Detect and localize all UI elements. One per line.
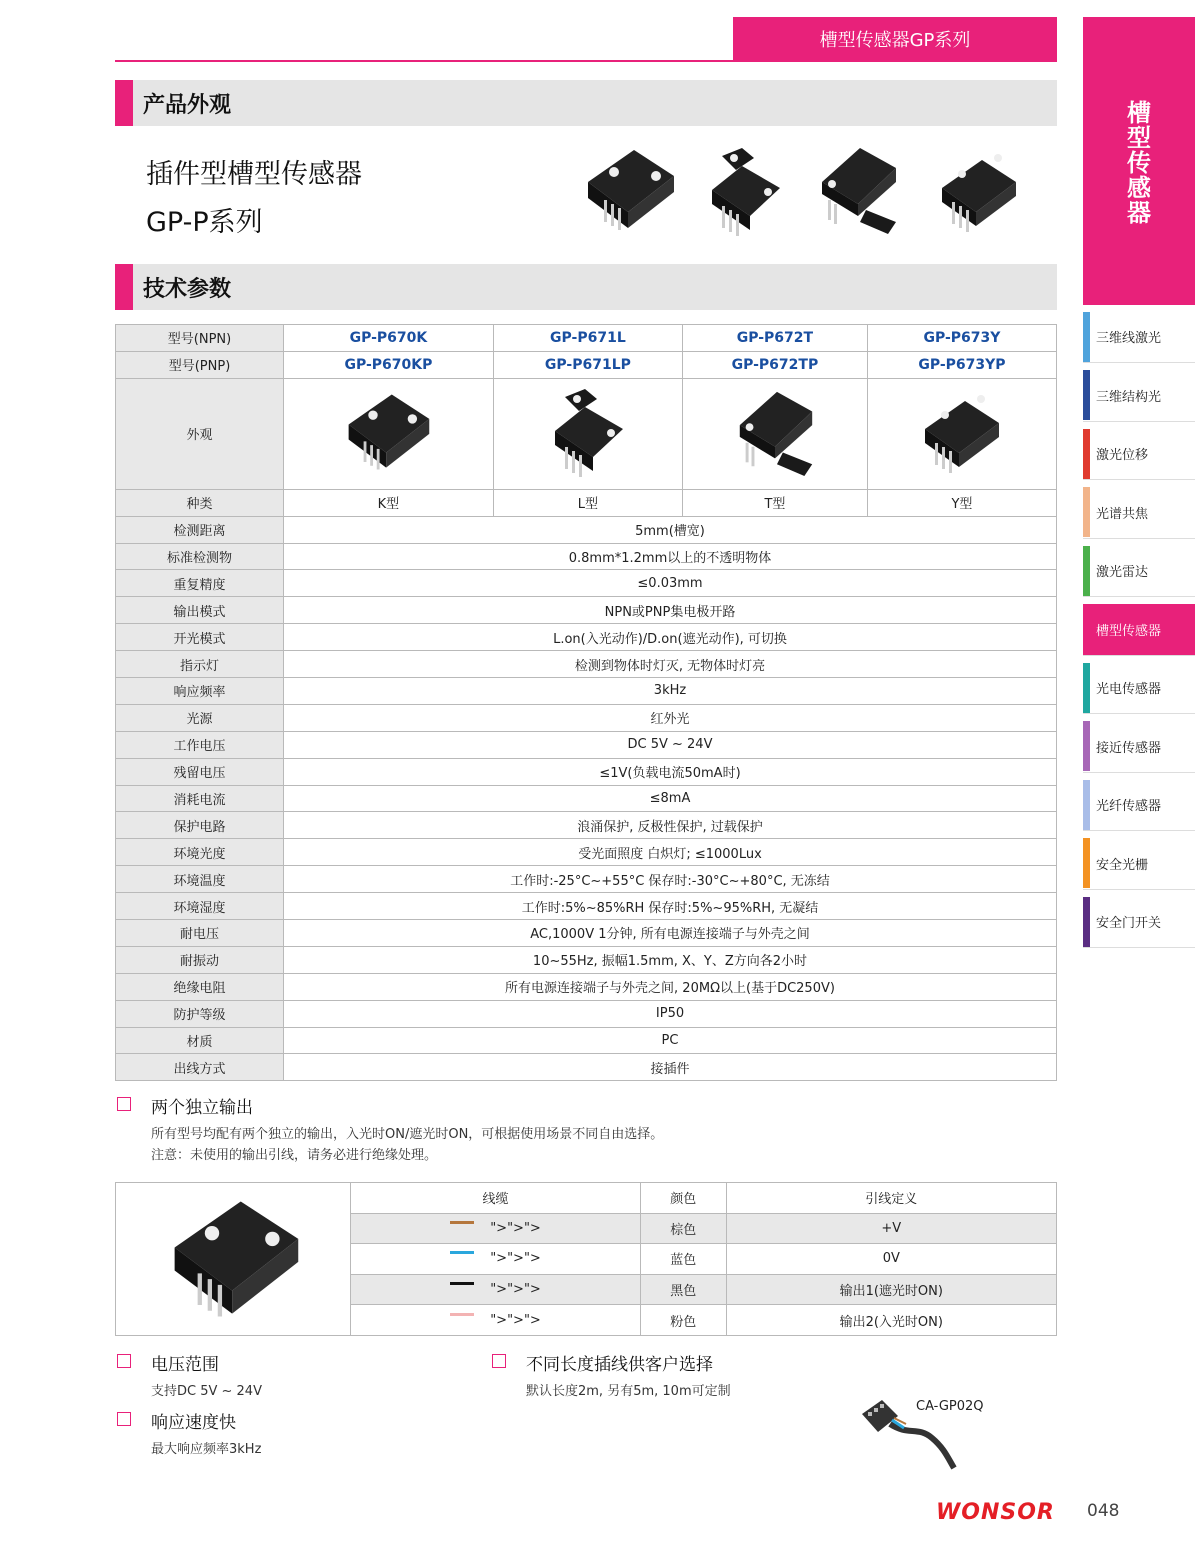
wire-definition: 输出1(遮光时ON) — [726, 1274, 1056, 1305]
sensor-wiring-photo — [160, 1190, 310, 1328]
spec-row — [116, 543, 1057, 570]
type-value: Y型 — [867, 489, 1056, 516]
spec-value: NPN或PNP集电极开路 — [284, 597, 1057, 624]
spec-label: 环境温度 — [116, 866, 284, 893]
sidebar-item[interactable] — [1083, 370, 1195, 422]
spec-label: 保护电路 — [116, 812, 284, 839]
pnp-row — [116, 351, 1057, 378]
sidebar-item-label: 光谱共焦 — [1096, 506, 1149, 522]
model-pnp: GP-P670KP — [284, 351, 494, 378]
spec-label: 防护等级 — [116, 1000, 284, 1027]
sensor-y-icon — [917, 387, 1007, 477]
sidebar-color-strip — [1083, 312, 1090, 362]
spec-value: AC,1000V 1分钟, 所有电源连接端子与外壳之间 — [284, 920, 1057, 947]
sidebar-item-label: 槽型传感器 — [1096, 623, 1162, 639]
wiring-header: 引线定义 — [726, 1183, 1056, 1214]
feature-text: 支持DC 5V ~ 24V — [151, 1384, 262, 1399]
spec-value: 3kHz — [284, 678, 1057, 705]
spec-value: ≤8mA — [284, 785, 1057, 812]
sidebar-color-strip — [1083, 838, 1090, 888]
spec-label: 光源 — [116, 704, 284, 731]
wiring-table — [350, 1182, 1057, 1336]
sidebar-item[interactable] — [1083, 896, 1195, 948]
brand-logo: WONSOR — [936, 1500, 1055, 1525]
spec-label: 标准检测物 — [116, 543, 284, 570]
spec-row — [116, 1000, 1057, 1027]
spec-row — [116, 624, 1057, 651]
sidebar-item-label: 三维结构光 — [1096, 389, 1162, 405]
sensor-l-image — [493, 378, 682, 489]
spec-row — [116, 597, 1057, 624]
model-npn: GP-P673Y — [867, 325, 1056, 352]
spec-label: 出线方式 — [116, 1054, 284, 1081]
spec-row — [116, 785, 1057, 812]
spec-label: 耐振动 — [116, 946, 284, 973]
wire-color: 蓝色 — [641, 1244, 727, 1275]
spec-value: PC — [284, 1027, 1057, 1054]
feature-checkbox-icon — [117, 1412, 131, 1426]
sensor-k-icon — [338, 387, 438, 477]
sidebar-item[interactable] — [1083, 545, 1195, 597]
sidebar-item-label: 安全光栅 — [1096, 857, 1149, 873]
spec-value: 10~55Hz, 振幅1.5mm, X、Y、Z方向各2小时 — [284, 946, 1057, 973]
spec-row — [116, 758, 1057, 785]
sensor-l-photo — [702, 146, 788, 236]
row-label: 型号(NPN) — [116, 325, 284, 352]
sensor-k-photo — [582, 142, 678, 238]
wiring-header-row — [351, 1183, 1057, 1214]
cable-model-label: CA-GP02Q — [916, 1399, 984, 1414]
wire-definition: 0V — [726, 1244, 1056, 1275]
spec-label: 工作电压 — [116, 731, 284, 758]
spec-value: DC 5V ~ 24V — [284, 731, 1057, 758]
type-row — [116, 489, 1057, 516]
sidebar-item-label: 激光雷达 — [1096, 565, 1149, 580]
spec-row — [116, 678, 1057, 705]
row-label: 型号(PNP) — [116, 351, 284, 378]
spec-label: 环境湿度 — [116, 893, 284, 920]
spec-value: IP50 — [284, 1000, 1057, 1027]
sidebar-item[interactable] — [1083, 428, 1195, 480]
wire-color: 黑色 — [641, 1274, 727, 1305]
section-title: 产品外观 — [143, 92, 232, 118]
spec-row — [116, 973, 1057, 1000]
sidebar-color-strip — [1083, 546, 1090, 596]
spec-label: 开光模式 — [116, 624, 284, 651]
wiring-row — [351, 1213, 1057, 1244]
spec-label: 指示灯 — [116, 651, 284, 678]
spec-value: 红外光 — [284, 704, 1057, 731]
spec-value: 检测到物体时灯灭, 无物体时灯亮 — [284, 651, 1057, 678]
spec-row — [116, 893, 1057, 920]
feature-checkbox-icon — [117, 1354, 131, 1368]
sidebar-category-title — [1083, 17, 1195, 305]
spec-label: 耐电压 — [116, 920, 284, 947]
wiring-row — [351, 1305, 1057, 1336]
model-pnp: GP-P671LP — [493, 351, 682, 378]
sidebar-color-strip — [1083, 370, 1090, 420]
sidebar-color-strip — [1083, 604, 1090, 654]
spec-row — [116, 839, 1057, 866]
spec-value: 受光面照度 白炽灯; ≤1000Lux — [284, 839, 1057, 866]
spec-value: 工作时:5%~85%RH 保存时:5%~95%RH, 无凝结 — [284, 893, 1057, 920]
page-number: 048 — [1087, 1501, 1120, 1521]
sidebar-color-strip — [1083, 429, 1090, 479]
spec-value: 工作时:-25°C~+55°C 保存时:-30°C~+80°C, 无冻结 — [284, 866, 1057, 893]
product-series: GP-P系列 — [146, 207, 263, 238]
spec-value: 所有电源连接端子与外壳之间, 20MΩ以上(基于DC250V) — [284, 973, 1057, 1000]
appearance-section-header — [115, 80, 1057, 126]
tech-section-header — [115, 264, 1057, 310]
spec-row — [116, 704, 1057, 731]
feature-note: 注意：未使用的输出引线，请务必进行绝缘处理。 — [151, 1148, 438, 1163]
wire-color: 棕色 — [641, 1213, 727, 1244]
spec-label: 材质 — [116, 1027, 284, 1054]
cable-swatch: ">">"> — [351, 1305, 641, 1336]
spec-label: 绝缘电阻 — [116, 973, 284, 1000]
type-value: L型 — [493, 489, 682, 516]
model-npn: GP-P672T — [682, 325, 867, 352]
feature-checkbox-icon — [117, 1097, 131, 1111]
spec-label: 重复精度 — [116, 570, 284, 597]
feature-text: 默认长度2m, 另有5m, 10m可定制 — [526, 1384, 731, 1399]
spec-label: 残留电压 — [116, 758, 284, 785]
spec-row — [116, 946, 1057, 973]
row-label: 外观 — [116, 378, 284, 489]
model-pnp: GP-P673YP — [867, 351, 1056, 378]
spec-row — [116, 570, 1057, 597]
sidebar-item-label: 安全门开关 — [1096, 916, 1162, 931]
model-npn: GP-P671L — [493, 325, 682, 352]
sidebar-color-strip — [1083, 780, 1090, 830]
spec-value: 5mm(槽宽) — [284, 516, 1057, 543]
wiring-header: 线缆 — [351, 1183, 641, 1214]
sidebar-item[interactable] — [1083, 838, 1195, 890]
sidebar-item-label: 接近传感器 — [1096, 740, 1162, 756]
series-banner: 槽型传感器GP系列 — [733, 17, 1057, 61]
spec-value: 0.8mm*1.2mm以上的不透明物体 — [284, 543, 1057, 570]
sidebar-item-label: 激光位移 — [1096, 448, 1149, 463]
spec-row — [116, 866, 1057, 893]
sidebar-color-strip — [1083, 487, 1090, 537]
spec-label: 环境光度 — [116, 839, 284, 866]
spec-row — [116, 920, 1057, 947]
model-npn: GP-P670K — [284, 325, 494, 352]
sidebar-title-text: 槽 型 传 感 器 — [1127, 99, 1151, 227]
sidebar-item[interactable] — [1083, 487, 1195, 539]
spec-row — [116, 812, 1057, 839]
sidebar-item[interactable] — [1083, 721, 1195, 773]
sidebar-item-label: 三维线激光 — [1096, 331, 1162, 346]
feature-title: 两个独立输出 — [151, 1098, 253, 1118]
spec-table — [115, 324, 1057, 1081]
appearance-row — [116, 378, 1057, 489]
cable-swatch: ">">"> — [351, 1244, 641, 1275]
sensor-t-image — [682, 378, 867, 489]
spec-value: 接插件 — [284, 1054, 1057, 1081]
sidebar-color-strip — [1083, 897, 1090, 947]
wire-definition: 输出2(入光时ON) — [726, 1305, 1056, 1336]
wire-color: 粉色 — [641, 1305, 727, 1336]
sensor-y-photo — [936, 146, 1022, 236]
sidebar-item[interactable] — [1083, 779, 1195, 831]
spec-value: ≤1V(负载电流50mA时) — [284, 758, 1057, 785]
sidebar-color-strip — [1083, 663, 1090, 713]
sensor-l-icon — [543, 387, 633, 477]
spec-label: 响应频率 — [116, 678, 284, 705]
section-accent-bar — [115, 264, 133, 310]
spec-row — [116, 1027, 1057, 1054]
section-title: 技术参数 — [143, 276, 232, 302]
sensor-t-photo — [816, 142, 900, 236]
spec-row — [116, 516, 1057, 543]
wiring-row — [351, 1244, 1057, 1275]
spec-value: ≤0.03mm — [284, 570, 1057, 597]
type-value: K型 — [284, 489, 494, 516]
spec-row — [116, 1054, 1057, 1081]
npn-row — [116, 325, 1057, 352]
spec-row — [116, 731, 1057, 758]
feature-checkbox-icon — [492, 1354, 506, 1368]
sidebar-item[interactable] — [1083, 662, 1195, 714]
wire-definition: +V — [726, 1213, 1056, 1244]
sidebar-color-strip — [1083, 721, 1090, 771]
type-value: T型 — [682, 489, 867, 516]
sidebar-item[interactable] — [1083, 604, 1195, 656]
feature-title: 电压范围 — [151, 1355, 219, 1375]
feature-text: 所有型号均配有两个独立的输出，入光时ON/遮光时ON，可根据使用场景不同自由选择。 — [151, 1127, 664, 1142]
wiring-header: 颜色 — [641, 1183, 727, 1214]
sensor-t-icon — [731, 386, 819, 478]
sensor-k-image — [284, 378, 494, 489]
spec-label: 检测距离 — [116, 516, 284, 543]
row-label: 种类 — [116, 489, 284, 516]
wiring-row — [351, 1274, 1057, 1305]
sensor-y-image — [867, 378, 1056, 489]
spec-value: 浪涌保护, 反极性保护, 过载保护 — [284, 812, 1057, 839]
feature-text: 最大响应频率3kHz — [151, 1442, 262, 1457]
feature-title: 不同长度插线供客户选择 — [526, 1355, 713, 1375]
spec-row — [116, 651, 1057, 678]
cable-swatch: ">">"> — [351, 1274, 641, 1305]
model-pnp: GP-P672TP — [682, 351, 867, 378]
sidebar-item-label: 光纤传感器 — [1096, 799, 1162, 814]
spec-value: L.on(入光动作)/D.on(遮光动作), 可切换 — [284, 624, 1057, 651]
product-title: 插件型槽型传感器 — [146, 159, 362, 190]
sidebar-item-label: 光电传感器 — [1096, 682, 1162, 697]
spec-label: 输出模式 — [116, 597, 284, 624]
spec-label: 消耗电流 — [116, 785, 284, 812]
section-accent-bar — [115, 80, 133, 126]
sidebar-item[interactable] — [1083, 311, 1195, 363]
feature-title: 响应速度快 — [151, 1413, 236, 1433]
cable-swatch: ">">"> — [351, 1213, 641, 1244]
